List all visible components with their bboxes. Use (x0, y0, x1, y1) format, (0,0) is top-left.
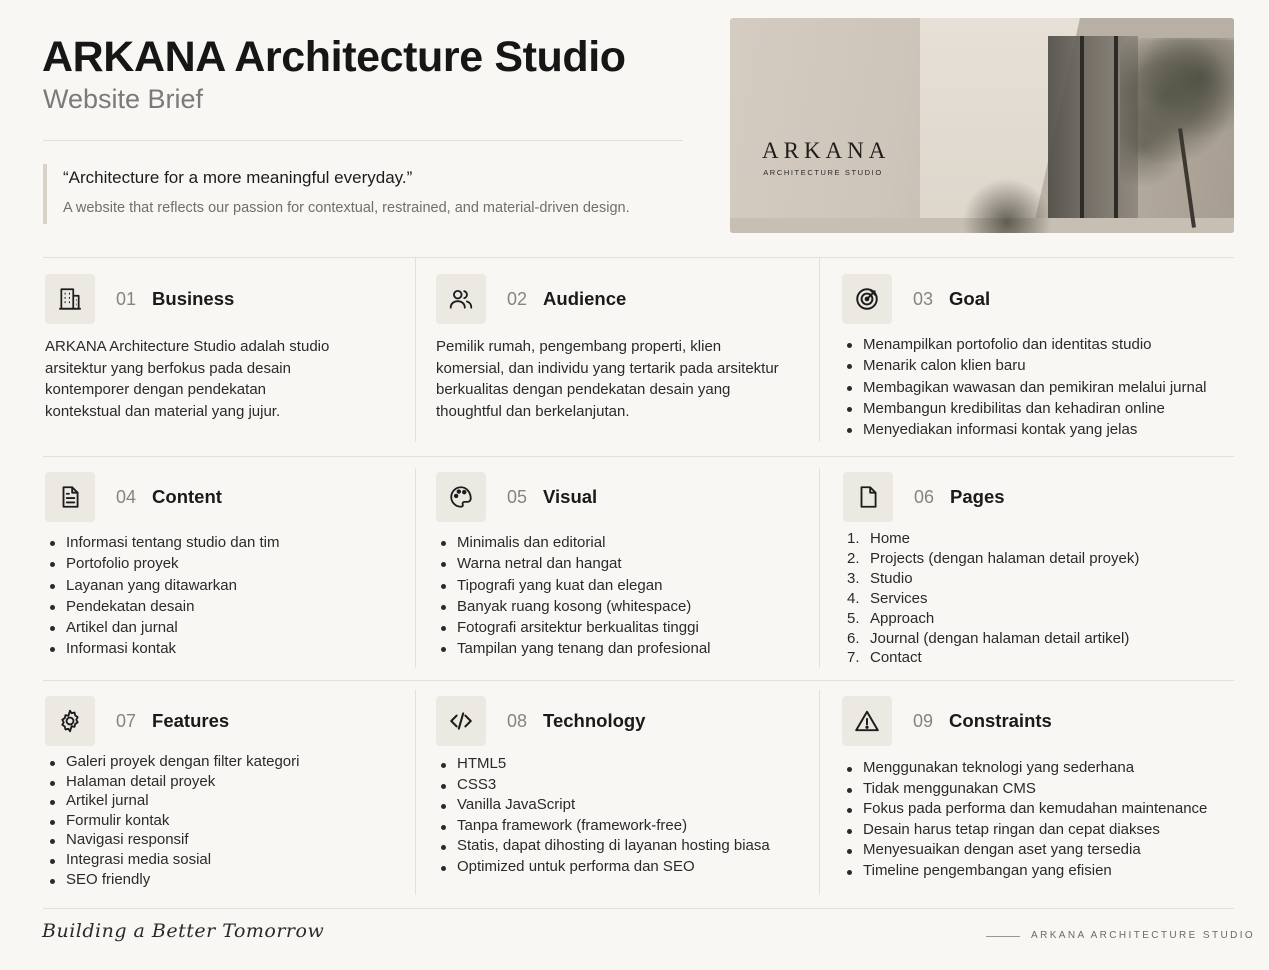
list-item: CSS3 (436, 775, 814, 796)
section-text: ARKANA Architecture Studio adalah studio arsitektur yang berfokus pada desain kontemporer dengan pendekatan kontekstual dan material yang jujur. (45, 338, 330, 421)
list-item: Integrasi media sosial (45, 850, 405, 870)
list-item: Tidak menggunakan CMS (842, 779, 1237, 800)
section-number: 06 (914, 486, 935, 507)
section-constraints (842, 696, 1237, 882)
section-technology (436, 696, 814, 878)
grid-line (415, 258, 416, 442)
grid-line (415, 468, 416, 668)
list-item: Fotografi arsitektur berkualitas tinggi (436, 617, 806, 638)
section-pages (843, 472, 1235, 668)
list-item: Warna netral dan hangat (436, 553, 806, 574)
section-title: Business (152, 288, 235, 309)
list-item: Menggunakan teknologi yang sederhana (842, 758, 1237, 779)
section-list (45, 532, 405, 660)
list-item: Tipografi yang kuat dan elegan (436, 575, 806, 596)
footer-studio-name: ARKANA ARCHITECTURE STUDIO (1031, 930, 1256, 941)
grid-line (819, 258, 820, 442)
page-subtitle: Website Brief (43, 84, 204, 114)
list-item: Timeline pengembangan yang efisien (842, 861, 1237, 882)
section-visual (436, 472, 806, 660)
footer-dash (986, 936, 1020, 937)
list-item: HTML5 (436, 754, 814, 775)
section-goal (842, 274, 1234, 440)
page-icon (843, 472, 893, 522)
grid-line (43, 680, 1234, 681)
section-number: 04 (116, 486, 137, 507)
section-list (436, 754, 814, 878)
page-title: ARKANA Architecture Studio (42, 33, 626, 81)
list-item: 6. Journal (dengan halaman detail artikel) (847, 629, 1130, 647)
divider (43, 140, 683, 141)
grid-line (43, 257, 1234, 258)
quote-text: “Architecture for a more meaningful everyday.” (63, 168, 413, 187)
section-number: 01 (116, 288, 137, 309)
list-item: Menyesuaikan dengan aset yang tersedia (842, 840, 1237, 861)
section-content (45, 472, 405, 660)
section-number: 05 (507, 486, 528, 507)
list-item: Halaman detail proyek (45, 772, 405, 792)
list-item: Desain harus tetap ringan dan cepat diakses (842, 820, 1237, 841)
list-item: Banyak ruang kosong (whitespace) (436, 596, 806, 617)
list-item: Menarik calon klien baru (842, 355, 1234, 376)
list-item: Tanpa framework (framework-free) (436, 816, 814, 837)
list-item: Portofolio proyek (45, 553, 405, 574)
list-item: SEO friendly (45, 870, 405, 890)
section-title: Constraints (949, 710, 1052, 731)
footer-tagline: Building a Better Tomorrow (42, 920, 325, 942)
section-features (45, 696, 405, 889)
section-list (842, 334, 1234, 440)
list-item: Minimalis dan editorial (436, 532, 806, 553)
section-list (843, 529, 1235, 668)
list-item: 5. Approach (847, 609, 935, 627)
grid-line (415, 690, 416, 895)
grid-line (43, 456, 1234, 457)
list-item: Formulir kontak (45, 811, 405, 831)
users-icon (436, 274, 486, 324)
target-icon (842, 274, 892, 324)
section-title: Audience (543, 288, 627, 309)
section-number: 07 (116, 710, 137, 731)
list-item: Galeri proyek dengan filter kategori (45, 752, 405, 772)
warning-icon (842, 696, 892, 746)
list-item: Informasi kontak (45, 638, 405, 659)
building-icon (45, 274, 95, 324)
hero-logo-subtitle: ARCHITECTURE STUDIO (763, 168, 883, 177)
list-item: Membangun kredibilitas dan kehadiran online (842, 398, 1234, 419)
section-audience (436, 274, 806, 423)
list-item: 4. Services (847, 589, 928, 607)
section-list (436, 532, 806, 660)
section-list (45, 752, 405, 889)
list-item: Membagikan wawasan dan pemikiran melalui jurnal (842, 377, 1234, 398)
section-business (45, 274, 405, 423)
list-item: Optimized untuk performa dan SEO (436, 857, 814, 878)
list-item: Artikel dan jurnal (45, 617, 405, 638)
section-title: Content (152, 486, 222, 507)
list-item: Informasi tentang studio dan tim (45, 532, 405, 553)
list-item: Statis, dapat dihosting di layanan hosting biasa (436, 836, 814, 857)
gear-icon (45, 696, 95, 746)
section-list (842, 758, 1237, 882)
list-item: Menyediakan informasi kontak yang jelas (842, 419, 1234, 440)
list-item: Tampilan yang tenang dan profesional (436, 638, 806, 659)
section-text: Pemilik rumah, pengembang properti, klien komersial, dan individu yang tertarik pada arsitektur berkualitas dengan pendekatan desain yang thoughtful dan berkelanjutan. (436, 338, 779, 421)
section-number: 03 (913, 288, 934, 309)
hero-image (730, 18, 1234, 233)
section-title: Visual (543, 486, 598, 507)
list-item: Navigasi responsif (45, 830, 405, 850)
list-item: Layanan yang ditawarkan (45, 575, 405, 596)
section-title: Technology (543, 710, 646, 731)
list-item: 2. Projects (dengan halaman detail proyek) (847, 549, 1140, 567)
hero-logo: ARKANA (762, 138, 891, 163)
section-title: Pages (950, 486, 1005, 507)
section-title: Goal (949, 288, 991, 309)
list-item: Menampilkan portofolio dan identitas studio (842, 334, 1234, 355)
section-number: 09 (913, 710, 934, 731)
section-number: 02 (507, 288, 528, 309)
section-title: Features (152, 710, 230, 731)
list-item: 7. Contact (847, 649, 922, 667)
list-item: Artikel jurnal (45, 791, 405, 811)
list-item: Pendekatan desain (45, 596, 405, 617)
section-number: 08 (507, 710, 528, 731)
list-item: 1. Home (847, 530, 911, 547)
palette-icon (436, 472, 486, 522)
grid-line (819, 690, 820, 895)
quote-block (43, 164, 703, 224)
tree-illustration (1120, 38, 1234, 233)
list-item: Fokus pada performa dan kemudahan maintenance (842, 799, 1237, 820)
code-icon (436, 696, 486, 746)
document-icon (45, 472, 95, 522)
grid-line (819, 468, 820, 668)
list-item: Vanilla JavaScript (436, 795, 814, 816)
footer-divider (43, 908, 1234, 909)
quote-subtext: A website that reflects our passion for contextual, restrained, and material-driven design. (63, 200, 630, 216)
list-item: 3. Studio (847, 569, 913, 587)
